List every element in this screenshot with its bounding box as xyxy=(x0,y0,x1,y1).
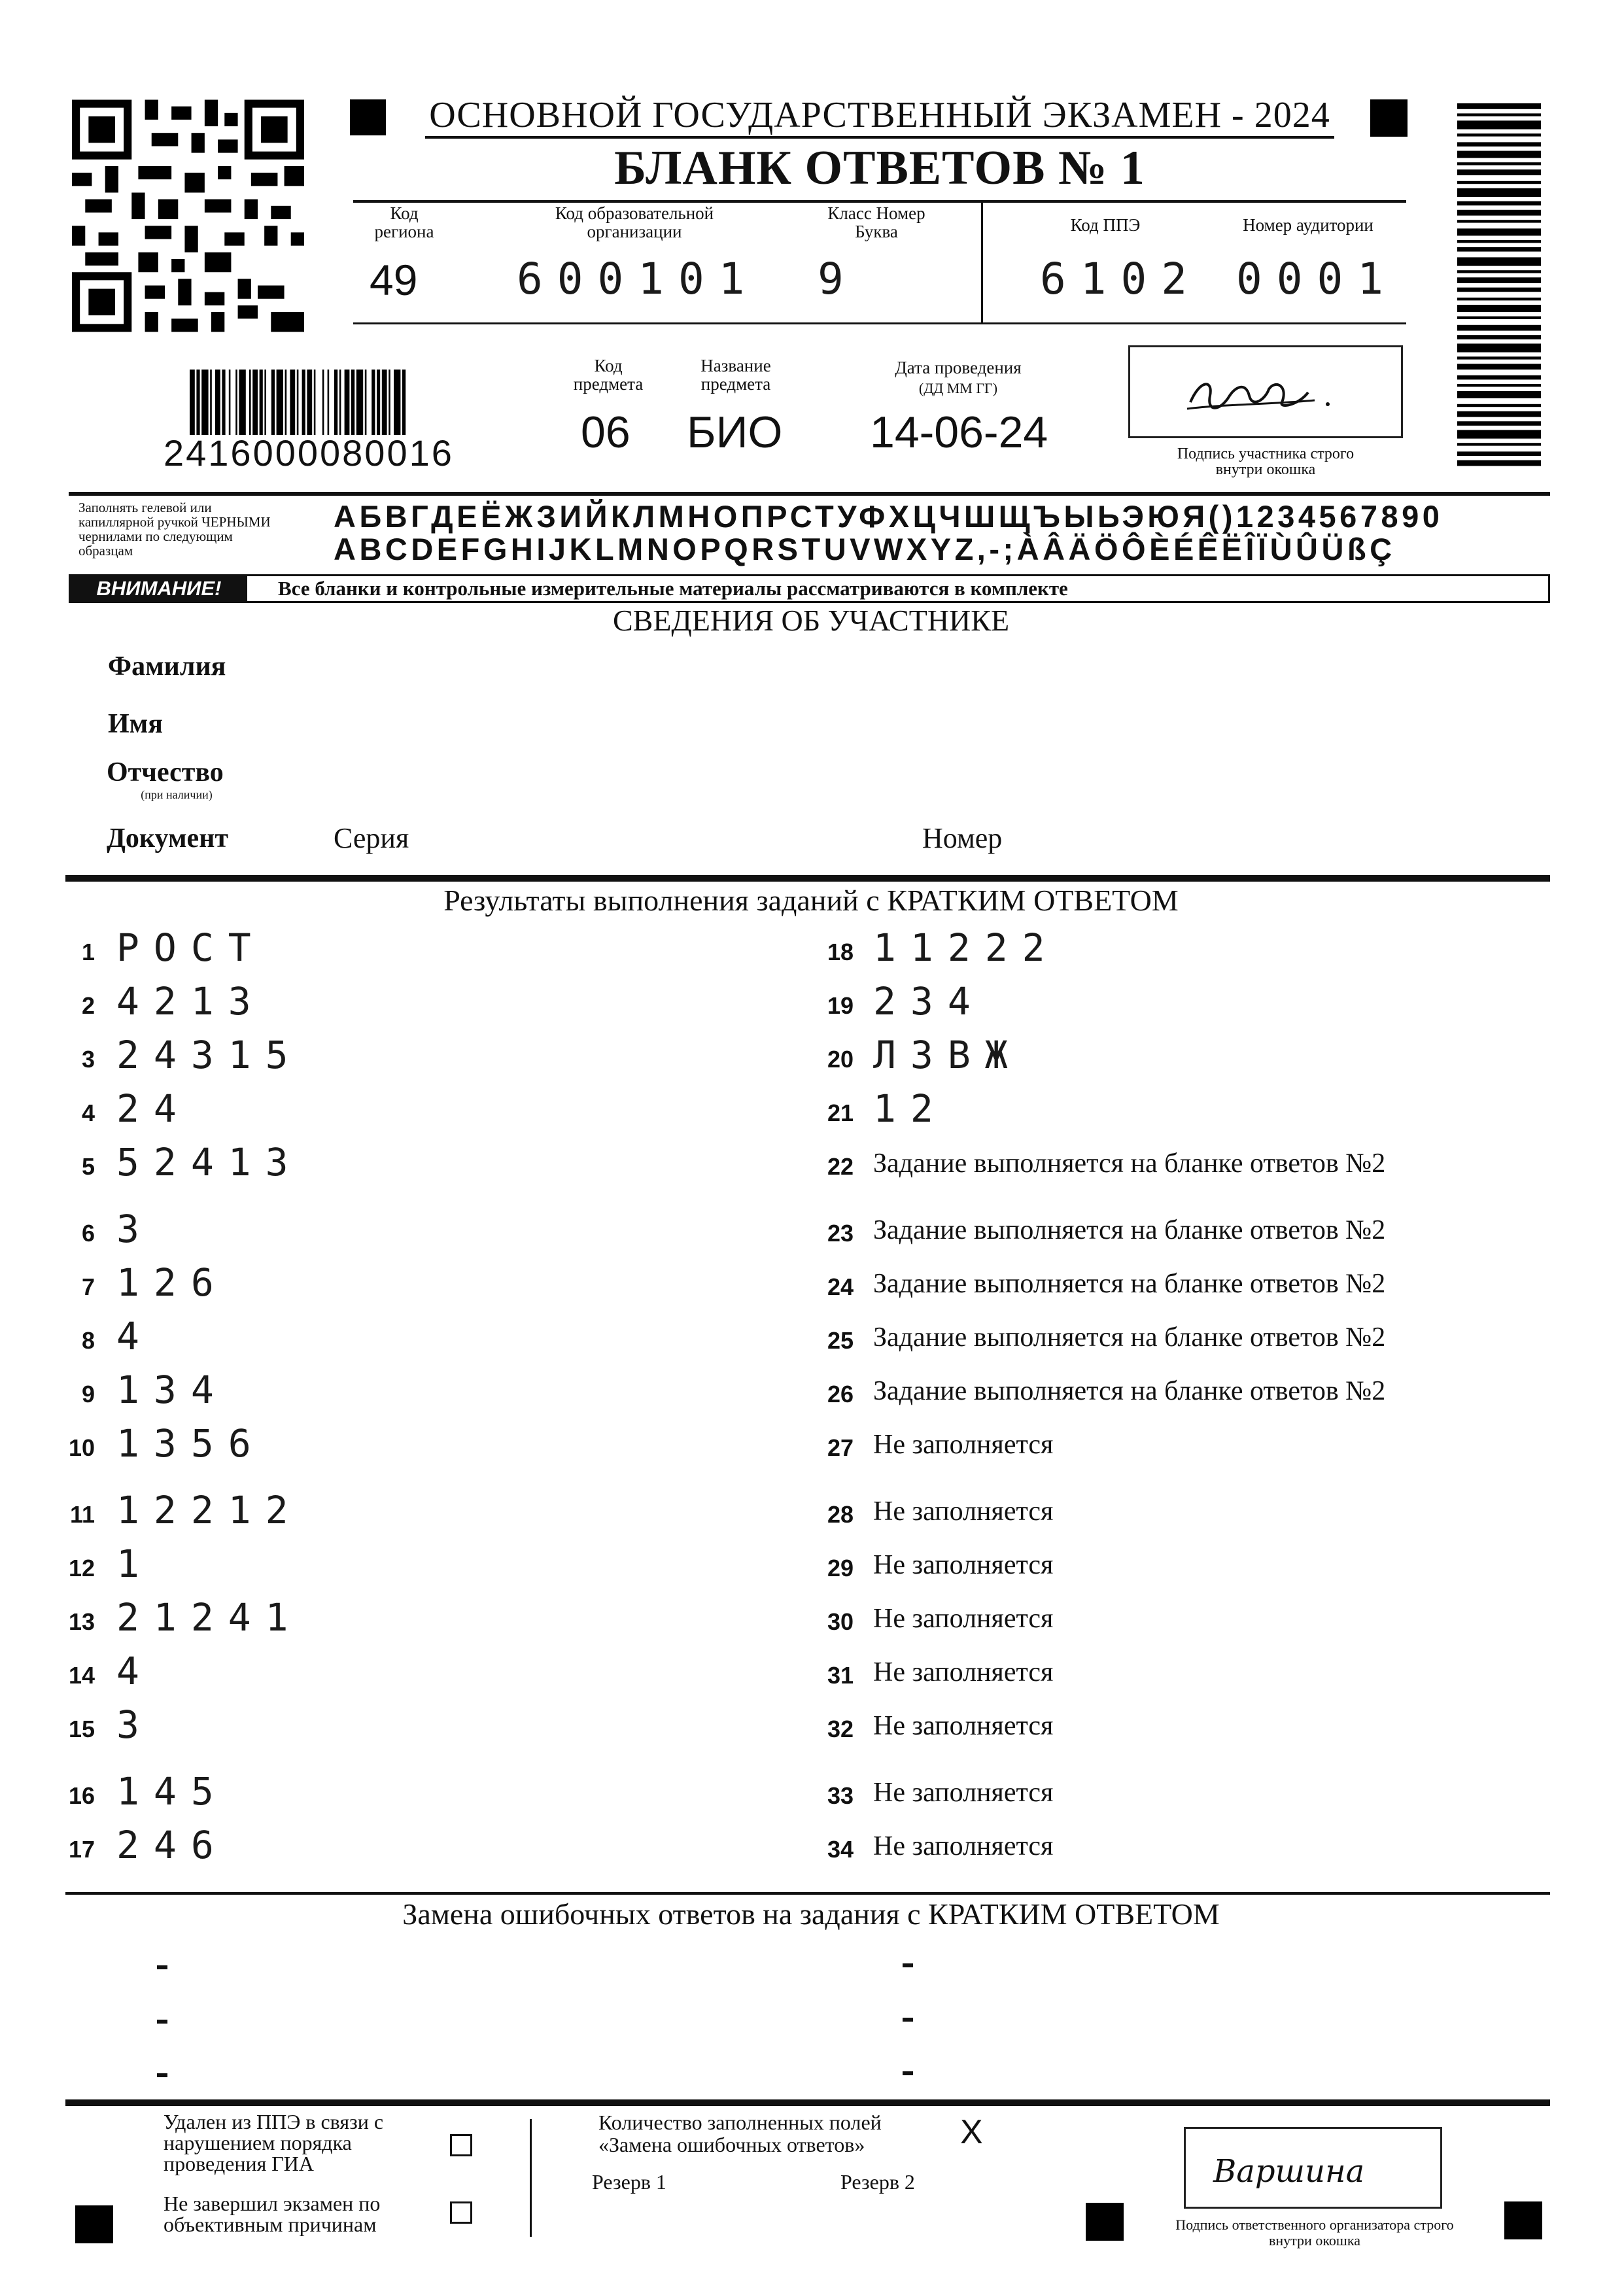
class-value: 9 xyxy=(818,254,858,304)
barcode-bar xyxy=(260,370,263,435)
attention-text: Все бланки и контрольные измерительные материалы рассматриваются в комплекте xyxy=(278,577,1068,600)
answer-field[interactable]: 12212 xyxy=(116,1488,303,1532)
replacement-count-label: Количество заполненных полей «Замена ошибочных ответов» xyxy=(598,2111,882,2156)
barcode-bar xyxy=(1457,120,1541,129)
question-number: 27 xyxy=(827,1434,854,1461)
form-title: БЛАНК ОТВЕТОВ № 1 xyxy=(614,141,1145,195)
alignment-mark-top-right xyxy=(1370,99,1408,137)
class-label: Класс Номер Буква xyxy=(827,203,925,241)
region-value: 49 xyxy=(370,256,418,304)
barcode-bar xyxy=(394,370,400,435)
barcode-bar xyxy=(1457,247,1541,252)
barcode-bar xyxy=(1457,298,1541,300)
barcode-bar xyxy=(235,370,237,435)
answer-field[interactable]: Л3ВЖ xyxy=(873,1033,1022,1077)
not-finished-checkbox[interactable] xyxy=(450,2201,472,2224)
barcode-bar xyxy=(1457,288,1541,292)
barcode-bar xyxy=(382,370,387,435)
barcode-bar xyxy=(1457,181,1541,184)
answer-field[interactable]: РОСТ xyxy=(116,925,266,970)
barcode-bar xyxy=(1457,364,1541,370)
barcode-bar xyxy=(1457,113,1541,116)
document-label: Документ xyxy=(107,823,229,854)
barcode-bar xyxy=(1457,210,1541,216)
answer-note: Задание выполняется на бланке ответов №2 xyxy=(873,1215,1386,1245)
barcode-bar xyxy=(264,370,266,435)
exam-title: ОСНОВНОЙ ГОСУДАРСТВЕННЫЙ ЭКЗАМЕН - 2024 xyxy=(429,95,1330,135)
barcode-bar xyxy=(1457,391,1541,398)
question-number: 14 xyxy=(68,1662,95,1689)
ppe-value: 6102 xyxy=(1040,254,1201,304)
barcode-bar xyxy=(1457,451,1541,456)
subject-name-value: БИО xyxy=(687,407,783,457)
patronymic-note: (при наличии) xyxy=(141,788,213,801)
answer-field[interactable]: 1 xyxy=(116,1542,154,1586)
removed-checkbox[interactable] xyxy=(450,2134,472,2156)
answer-note: Не заполняется xyxy=(873,1604,1054,1634)
patronymic-label: Отчество xyxy=(107,757,224,787)
question-number: 6 xyxy=(81,1220,95,1247)
barcode-bar xyxy=(190,370,195,435)
question-number: 15 xyxy=(68,1716,95,1742)
surname-label: Фамилия xyxy=(108,651,226,682)
question-number: 29 xyxy=(827,1555,854,1581)
answer-field[interactable]: 3 xyxy=(116,1702,154,1747)
answer-field[interactable]: 3 xyxy=(116,1207,154,1251)
barcode-bar xyxy=(249,370,251,435)
barcode-bar xyxy=(302,370,305,435)
form-barcode xyxy=(190,370,533,435)
replacement-field[interactable] xyxy=(157,1965,167,1969)
barcode-bar xyxy=(1457,411,1541,417)
room-label: Номер аудитории xyxy=(1243,215,1373,235)
barcode-bar xyxy=(290,370,295,435)
barcode-bar xyxy=(1457,228,1541,235)
question-number: 8 xyxy=(81,1327,95,1354)
region-label: Код региона xyxy=(374,203,434,241)
attention-label: ВНИМАНИЕ! xyxy=(71,576,247,601)
question-number: 13 xyxy=(68,1608,95,1635)
barcode-bar xyxy=(1457,201,1541,206)
removed-text: Удален из ППЭ в связи с нарушением порядка проведения ГИА xyxy=(164,2110,384,2175)
question-number: 22 xyxy=(827,1153,854,1180)
organizer-signature: Варшина xyxy=(1213,2153,1365,2190)
date-label: Дата проведения xyxy=(895,358,1022,377)
question-number: 3 xyxy=(81,1046,95,1073)
question-number: 28 xyxy=(827,1501,854,1528)
participant-signature-caption: Подпись участника строго внутри окошка xyxy=(1177,445,1355,478)
barcode-bar xyxy=(215,370,220,435)
barcode-bar xyxy=(297,370,299,435)
alignment-mark-top-left xyxy=(350,99,386,135)
question-number: 11 xyxy=(69,1501,95,1528)
date-format: (ДД ММ ГГ) xyxy=(918,380,998,396)
barcode-bar xyxy=(1457,277,1541,283)
barcode-bar xyxy=(285,370,287,435)
replacement-count-mark[interactable]: X xyxy=(960,2113,983,2151)
subject-code-value: 06 xyxy=(581,407,631,457)
answer-note: Не заполняется xyxy=(873,1778,1054,1808)
ppe-label: Код ППЭ xyxy=(1070,215,1141,235)
barcode-bar xyxy=(1457,343,1541,352)
barcode-bar xyxy=(1457,169,1541,175)
question-number: 20 xyxy=(827,1046,854,1073)
alignment-mark-bottom-center xyxy=(1086,2203,1124,2241)
barcode-bar xyxy=(328,370,330,435)
barcode-bar xyxy=(351,370,354,435)
reserve-1: Резерв 1 xyxy=(592,2170,666,2194)
date-value: 14-06-24 xyxy=(870,407,1048,457)
barcode-bar xyxy=(402,370,406,435)
barcode-bar xyxy=(1457,151,1541,158)
answer-note: Задание выполняется на бланке ответов №2 xyxy=(873,1322,1386,1353)
barcode-bar xyxy=(1457,305,1541,312)
barcode-bar xyxy=(1457,142,1541,147)
answer-field[interactable]: 4213 xyxy=(116,979,266,1024)
question-number: 19 xyxy=(827,992,854,1019)
question-number: 30 xyxy=(827,1608,854,1635)
sample-row-latin: ABCDEFGHIJKLMNOPQRSTUVWXYZ,-;ÀÂÄÖÔÈÉÊËÎÏÙÛÜßÇ xyxy=(334,532,1396,566)
answer-field[interactable]: 234 xyxy=(873,979,985,1024)
replacement-field[interactable] xyxy=(903,2071,913,2075)
results-section-title: Результаты выполнения заданий с КРАТКИМ ОТВЕТОМ xyxy=(443,884,1179,917)
org-label: Код образовательной организации xyxy=(555,203,714,241)
barcode-bar xyxy=(1457,430,1541,438)
barcode-bar xyxy=(201,370,208,435)
barcode-bar xyxy=(1457,335,1541,339)
question-number: 5 xyxy=(81,1153,95,1180)
barcode-bar xyxy=(239,370,245,435)
answer-field[interactable]: 52413 xyxy=(116,1140,303,1184)
organizer-signature-caption: Подпись ответственного организатора строго внутри окошка xyxy=(1175,2217,1454,2249)
subject-code-label: Код предмета xyxy=(573,356,644,394)
barcode-bar xyxy=(334,370,337,435)
replacement-section-title: Замена ошибочных ответов на задания с КРАТКИМ ОТВЕТОМ xyxy=(402,1897,1220,1931)
alignment-mark-bottom-left xyxy=(75,2205,113,2243)
barcode-bar xyxy=(1457,257,1541,266)
sample-instruction: Заполнять гелевой или капиллярной ручкой ЧЕРНЫМИ чернилами по следующим образцам xyxy=(78,500,271,559)
barcode-bar xyxy=(365,370,367,435)
barcode-bar xyxy=(339,370,341,435)
answer-note: Не заполняется xyxy=(873,1831,1054,1861)
not-finished-text: Не завершил экзамен по объективным причинам xyxy=(164,2192,381,2236)
barcode-bar xyxy=(277,370,283,435)
barcode-bar xyxy=(371,370,375,435)
answer-note: Не заполняется xyxy=(873,1711,1054,1741)
replacement-field[interactable] xyxy=(903,2018,913,2022)
barcode-bar xyxy=(1457,133,1541,136)
reserve-2: Резерв 2 xyxy=(840,2170,915,2194)
barcode-bar xyxy=(271,370,275,435)
barcode-bar xyxy=(229,370,231,435)
answer-field[interactable]: 12 xyxy=(873,1086,948,1131)
barcode-bar xyxy=(1457,103,1541,109)
side-barcode xyxy=(1457,103,1541,476)
subject-name-label: Название предмета xyxy=(700,356,771,394)
alignment-mark-bottom-right xyxy=(1504,2201,1542,2239)
question-number: 32 xyxy=(827,1716,854,1742)
barcode-bar xyxy=(1457,421,1541,426)
question-number: 17 xyxy=(68,1836,95,1863)
barcode-number: 2416000080016 xyxy=(164,432,454,474)
question-number: 21 xyxy=(827,1099,854,1126)
question-number: 33 xyxy=(827,1782,854,1809)
answer-field[interactable]: 145 xyxy=(116,1769,228,1814)
answer-field[interactable]: 1356 xyxy=(116,1421,266,1466)
barcode-bar xyxy=(322,370,324,435)
barcode-bar xyxy=(389,370,390,435)
barcode-bar xyxy=(1457,356,1541,359)
replacement-field[interactable] xyxy=(903,1963,913,1967)
barcode-bar xyxy=(345,370,350,435)
participant-section-title: СВЕДЕНИЯ ОБ УЧАСТНИКЕ xyxy=(612,604,1010,637)
barcode-bar xyxy=(356,370,363,435)
answer-field[interactable]: 246 xyxy=(116,1823,228,1867)
answer-field[interactable]: 21241 xyxy=(116,1595,303,1640)
barcode-bar xyxy=(252,370,258,435)
barcode-bar xyxy=(377,370,380,435)
answer-field[interactable]: 24 xyxy=(116,1086,191,1131)
answer-note: Не заполняется xyxy=(873,1657,1054,1687)
question-number: 34 xyxy=(827,1836,854,1863)
barcode-bar xyxy=(1457,317,1541,319)
answer-note: Не заполняется xyxy=(873,1496,1054,1527)
replacement-field[interactable] xyxy=(157,2073,167,2077)
answer-field[interactable]: 4 xyxy=(116,1314,154,1358)
barcode-bar xyxy=(1457,443,1541,445)
barcode-bar xyxy=(1457,325,1541,331)
barcode-bar xyxy=(1457,460,1541,466)
question-number: 31 xyxy=(827,1662,854,1689)
number-label: Номер xyxy=(922,822,1003,854)
barcode-bar xyxy=(1457,375,1541,380)
barcode-bar xyxy=(1457,404,1541,407)
answer-field[interactable]: 126 xyxy=(116,1260,228,1305)
barcode-bar xyxy=(1457,162,1541,165)
question-number: 7 xyxy=(81,1273,95,1300)
answer-field[interactable]: 134 xyxy=(116,1368,228,1412)
barcode-bar xyxy=(314,370,316,435)
barcode-bar xyxy=(210,370,212,435)
barcode-bar xyxy=(196,370,199,435)
answer-note: Задание выполняется на бланке ответов №2 xyxy=(873,1269,1386,1299)
question-number: 9 xyxy=(81,1381,95,1407)
question-number: 10 xyxy=(68,1434,95,1461)
answer-field[interactable]: 24315 xyxy=(116,1033,303,1077)
answer-note: Не заполняется xyxy=(873,1550,1054,1580)
barcode-bar xyxy=(1457,220,1541,222)
barcode-bar xyxy=(1457,270,1541,273)
barcode-bar xyxy=(222,370,225,435)
sample-row-cyrillic: АБВГДЕЁЖЗИЙКЛМНОПРСТУФХЦЧШЩЪЫЬЭЮЯ()1234567890 xyxy=(334,499,1443,534)
question-number: 4 xyxy=(81,1099,95,1126)
answer-field[interactable]: 11222 xyxy=(873,925,1060,970)
org-value: 600101 xyxy=(517,254,759,304)
question-number: 1 xyxy=(81,939,95,965)
answer-note: Задание выполняется на бланке ответов №2 xyxy=(873,1376,1386,1406)
replacement-field[interactable] xyxy=(157,2020,167,2024)
barcode-bar xyxy=(1457,240,1541,243)
barcode-bar xyxy=(1457,188,1541,197)
question-number: 16 xyxy=(68,1782,95,1809)
answer-note: Не заполняется xyxy=(873,1430,1054,1460)
question-number: 12 xyxy=(68,1555,95,1581)
barcode-bar xyxy=(1457,384,1541,387)
question-number: 18 xyxy=(827,939,854,965)
barcode-bar xyxy=(307,370,312,435)
question-number: 2 xyxy=(81,992,95,1019)
question-number: 26 xyxy=(827,1381,854,1407)
answer-note: Задание выполняется на бланке ответов №2 xyxy=(873,1148,1386,1179)
question-number: 25 xyxy=(827,1327,854,1354)
question-number: 23 xyxy=(827,1220,854,1247)
question-number: 24 xyxy=(827,1273,854,1300)
participant-signature xyxy=(1184,373,1334,419)
answer-field[interactable]: 4 xyxy=(116,1649,154,1693)
qr-code xyxy=(72,98,304,334)
series-label: Серия xyxy=(334,822,409,854)
room-value: 0001 xyxy=(1236,254,1398,304)
name-label: Имя xyxy=(108,709,163,739)
